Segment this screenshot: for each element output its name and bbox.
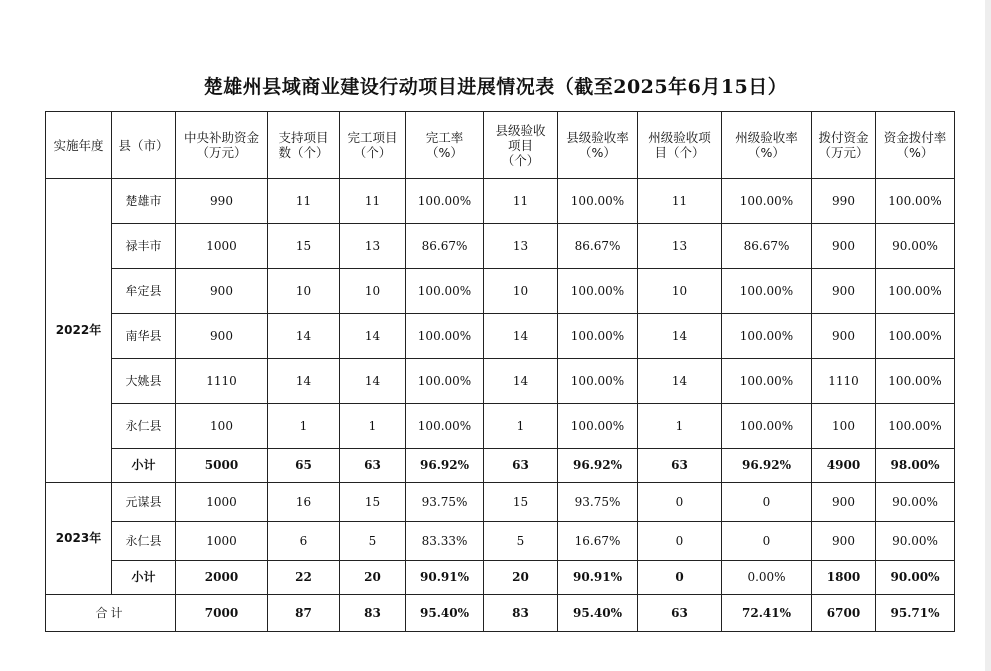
table-cell: 95.40%	[406, 595, 484, 632]
table-cell: 100.00%	[876, 404, 955, 449]
table-cell: 14	[268, 314, 340, 359]
table-cell: 100.00%	[558, 404, 638, 449]
header-county-acceptance-rate: 县级验收率 （%）	[558, 112, 638, 179]
table-cell: 2000	[176, 561, 268, 595]
table-cell: 0	[638, 483, 722, 522]
table-cell: 11	[268, 179, 340, 224]
table-cell: 900	[812, 522, 876, 561]
subtotal-label: 小计	[112, 449, 176, 483]
table-cell: 11	[484, 179, 558, 224]
table-row	[46, 269, 955, 314]
table-cell: 990	[812, 179, 876, 224]
table-cell: 1000	[176, 522, 268, 561]
table-cell: 90.91%	[558, 561, 638, 595]
table-row	[46, 483, 955, 522]
table-cell: 100.00%	[876, 179, 955, 224]
table-cell: 72.41%	[722, 595, 812, 632]
table-cell: 100.00%	[722, 359, 812, 404]
table-cell: 900	[176, 269, 268, 314]
table-cell: 83.33%	[406, 522, 484, 561]
table-cell: 95.40%	[558, 595, 638, 632]
header-year: 实施年度	[46, 112, 112, 179]
header-completed: 完工项目 （个）	[340, 112, 406, 179]
county-cell: 禄丰市	[112, 224, 176, 269]
table-cell: 100.00%	[558, 179, 638, 224]
table-cell: 14	[638, 359, 722, 404]
county-cell: 南华县	[112, 314, 176, 359]
header-funds: 中央补助资金 （万元）	[176, 112, 268, 179]
table-cell: 100.00%	[722, 404, 812, 449]
table-cell: 1	[484, 404, 558, 449]
table-cell: 1	[340, 404, 406, 449]
table-cell: 90.00%	[876, 561, 955, 595]
table-cell: 1110	[812, 359, 876, 404]
table-cell: 7000	[176, 595, 268, 632]
table-cell: 0.00%	[722, 561, 812, 595]
table-cell: 1800	[812, 561, 876, 595]
table-cell: 16.67%	[558, 522, 638, 561]
table-cell: 14	[484, 359, 558, 404]
header-county: 县（市）	[112, 112, 176, 179]
progress-table	[45, 111, 955, 632]
county-cell: 楚雄市	[112, 179, 176, 224]
table-cell: 63	[340, 449, 406, 483]
table-cell: 14	[484, 314, 558, 359]
table-cell: 14	[340, 314, 406, 359]
table-cell: 100.00%	[558, 269, 638, 314]
table-row	[46, 179, 955, 224]
table-cell: 100.00%	[876, 269, 955, 314]
table-cell: 0	[638, 522, 722, 561]
table-cell: 63	[638, 449, 722, 483]
table-cell: 98.00%	[876, 449, 955, 483]
table-cell: 10	[340, 269, 406, 314]
subtotal-row	[46, 561, 955, 595]
page-edge	[985, 0, 991, 671]
table-row	[46, 224, 955, 269]
header-prefecture-acceptance: 州级验收项 目（个）	[638, 112, 722, 179]
table-cell: 900	[812, 314, 876, 359]
table-cell: 90.00%	[876, 522, 955, 561]
year-cell: 2023年	[46, 483, 112, 595]
header-paid-rate: 资金拨付率 （%）	[876, 112, 955, 179]
table-cell: 100.00%	[722, 314, 812, 359]
total-label: 合计	[46, 595, 176, 632]
table-cell: 14	[638, 314, 722, 359]
table-cell: 93.75%	[558, 483, 638, 522]
table-cell: 100.00%	[876, 359, 955, 404]
table-cell: 90.91%	[406, 561, 484, 595]
table-cell: 16	[268, 483, 340, 522]
county-cell: 牟定县	[112, 269, 176, 314]
page-title: 楚雄州县域商业建设行动项目进展情况表（截至2025年6月15日）	[203, 76, 788, 98]
header-paid-funds: 拨付资金 （万元）	[812, 112, 876, 179]
table-row	[46, 522, 955, 561]
county-cell: 大姚县	[112, 359, 176, 404]
table-cell: 15	[484, 483, 558, 522]
table-cell: 6700	[812, 595, 876, 632]
county-cell: 永仁县	[112, 522, 176, 561]
table-cell: 14	[268, 359, 340, 404]
table-cell: 100.00%	[558, 314, 638, 359]
table-row	[46, 314, 955, 359]
table-cell: 900	[812, 269, 876, 314]
table-cell: 5	[484, 522, 558, 561]
table-cell: 83	[340, 595, 406, 632]
table-cell: 13	[484, 224, 558, 269]
year-cell: 2022年	[46, 179, 112, 483]
table-cell: 63	[484, 449, 558, 483]
subtotal-row	[46, 449, 955, 483]
table-cell: 96.92%	[722, 449, 812, 483]
table-cell: 11	[638, 179, 722, 224]
table-cell: 100.00%	[406, 404, 484, 449]
table-cell: 95.71%	[876, 595, 955, 632]
table-cell: 100.00%	[406, 314, 484, 359]
table-cell: 86.67%	[406, 224, 484, 269]
table-cell: 15	[268, 224, 340, 269]
table-cell: 100.00%	[406, 359, 484, 404]
header-projects: 支持项目 数（个）	[268, 112, 340, 179]
table-cell: 1000	[176, 224, 268, 269]
table-cell: 1	[638, 404, 722, 449]
header-row	[46, 112, 955, 179]
table-cell: 83	[484, 595, 558, 632]
table-cell: 5000	[176, 449, 268, 483]
table-cell: 0	[722, 522, 812, 561]
table-cell: 900	[812, 483, 876, 522]
table-cell: 100.00%	[558, 359, 638, 404]
table-cell: 63	[638, 595, 722, 632]
table-cell: 100.00%	[722, 179, 812, 224]
table-cell: 0	[722, 483, 812, 522]
table-cell: 6	[268, 522, 340, 561]
table-cell: 86.67%	[558, 224, 638, 269]
table-cell: 4900	[812, 449, 876, 483]
table-cell: 65	[268, 449, 340, 483]
table-cell: 1110	[176, 359, 268, 404]
table-row	[46, 404, 955, 449]
table-cell: 10	[638, 269, 722, 314]
table-cell: 86.67%	[722, 224, 812, 269]
table-cell: 93.75%	[406, 483, 484, 522]
county-cell: 永仁县	[112, 404, 176, 449]
header-completion-rate: 完工率 （%）	[406, 112, 484, 179]
table-cell: 20	[484, 561, 558, 595]
header-county-acceptance: 县级验收 项目 （个）	[484, 112, 558, 179]
table-cell: 1	[268, 404, 340, 449]
table-cell: 100	[812, 404, 876, 449]
total-row	[46, 595, 955, 632]
table-cell: 1000	[176, 483, 268, 522]
table-cell: 96.92%	[558, 449, 638, 483]
table-cell: 100	[176, 404, 268, 449]
county-cell: 元谋县	[112, 483, 176, 522]
table-row	[46, 359, 955, 404]
table-cell: 20	[340, 561, 406, 595]
table-cell: 10	[484, 269, 558, 314]
table-cell: 0	[638, 561, 722, 595]
table-cell: 15	[340, 483, 406, 522]
table-cell: 90.00%	[876, 483, 955, 522]
table-cell: 900	[176, 314, 268, 359]
table-cell: 87	[268, 595, 340, 632]
table-cell: 990	[176, 179, 268, 224]
table-cell: 900	[812, 224, 876, 269]
table-cell: 100.00%	[722, 269, 812, 314]
subtotal-label: 小计	[112, 561, 176, 595]
table-cell: 100.00%	[876, 314, 955, 359]
table-cell: 100.00%	[406, 179, 484, 224]
table-cell: 96.92%	[406, 449, 484, 483]
table-cell: 22	[268, 561, 340, 595]
table-cell: 13	[340, 224, 406, 269]
table-cell: 10	[268, 269, 340, 314]
table-cell: 5	[340, 522, 406, 561]
header-prefecture-acceptance-rate: 州级验收率 （%）	[722, 112, 812, 179]
table-cell: 90.00%	[876, 224, 955, 269]
table-cell: 11	[340, 179, 406, 224]
table-cell: 100.00%	[406, 269, 484, 314]
table-cell: 13	[638, 224, 722, 269]
table-cell: 14	[340, 359, 406, 404]
